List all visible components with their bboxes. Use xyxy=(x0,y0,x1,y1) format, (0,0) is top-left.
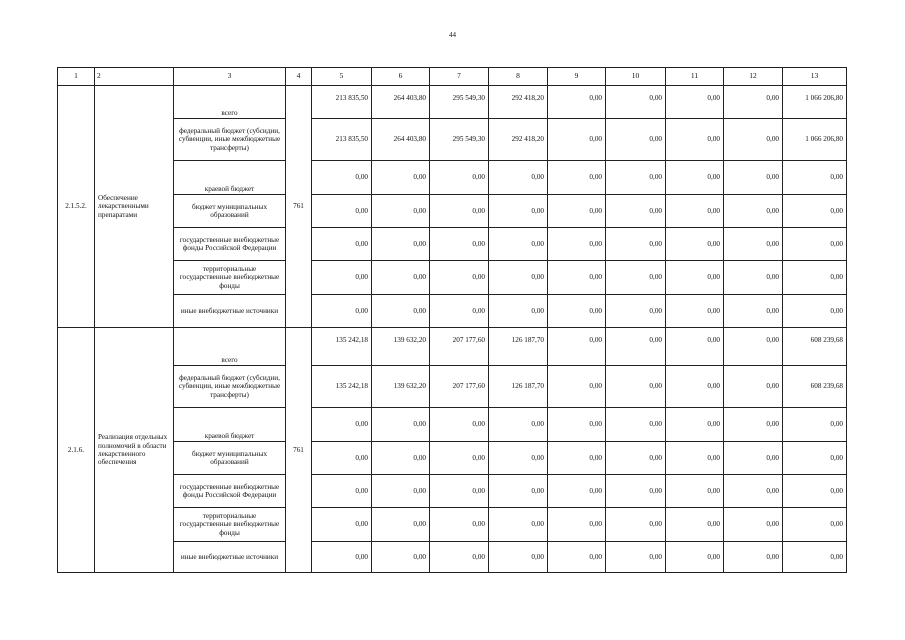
value-cell: 0,00 xyxy=(606,542,666,573)
value-cell: 0,00 xyxy=(430,295,489,328)
value-cell: 608 239,68 xyxy=(783,366,847,408)
header-cell: 6 xyxy=(372,68,430,86)
value-cell: 126 187,70 xyxy=(489,366,548,408)
funding-source: территориальные государственные внебюджетные фонды xyxy=(174,261,286,295)
funding-source: федеральный бюджет (субсидии, субвенции, иные межбюджетные трансферты) xyxy=(174,119,286,161)
value-cell: 0,00 xyxy=(666,408,724,442)
value-cell: 135 242,18 xyxy=(312,328,372,366)
value-cell: 0,00 xyxy=(724,328,783,366)
value-cell: 0,00 xyxy=(312,508,372,542)
value-cell: 0,00 xyxy=(783,475,847,508)
value-cell: 0,00 xyxy=(489,442,548,475)
value-cell: 0,00 xyxy=(430,261,489,295)
value-cell: 0,00 xyxy=(372,408,430,442)
value-cell: 0,00 xyxy=(666,295,724,328)
funding-source: государственные внебюджетные фонды Российской Федерации xyxy=(174,228,286,261)
table-row xyxy=(58,542,847,573)
value-cell: 0,00 xyxy=(783,161,847,195)
value-cell: 0,00 xyxy=(606,195,666,228)
value-cell: 0,00 xyxy=(783,295,847,328)
value-cell: 0,00 xyxy=(312,295,372,328)
table-row xyxy=(58,86,847,119)
header-cell: 12 xyxy=(724,68,783,86)
funding-source: территориальные государственные внебюджетные фонды xyxy=(174,508,286,542)
value-cell: 0,00 xyxy=(430,161,489,195)
value-cell: 207 177,60 xyxy=(430,328,489,366)
value-cell: 0,00 xyxy=(372,161,430,195)
value-cell: 0,00 xyxy=(606,328,666,366)
table-body xyxy=(58,68,847,573)
value-cell: 0,00 xyxy=(606,366,666,408)
value-cell: 0,00 xyxy=(606,408,666,442)
header-cell: 3 xyxy=(174,68,286,86)
value-cell: 1 066 206,80 xyxy=(783,119,847,161)
value-cell: 0,00 xyxy=(666,86,724,119)
value-cell: 0,00 xyxy=(666,508,724,542)
table-row xyxy=(58,195,847,228)
header-cell: 11 xyxy=(666,68,724,86)
table-row xyxy=(58,408,847,442)
value-cell: 0,00 xyxy=(312,475,372,508)
header-cell: 13 xyxy=(783,68,847,86)
value-cell: 139 632,20 xyxy=(372,328,430,366)
value-cell: 0,00 xyxy=(489,508,548,542)
funding-source: краевой бюджет xyxy=(174,408,286,442)
value-cell: 0,00 xyxy=(724,161,783,195)
funding-source: государственные внебюджетные фонды Российской Федерации xyxy=(174,475,286,508)
value-cell: 292 418,20 xyxy=(489,119,548,161)
value-cell: 295 549,30 xyxy=(430,86,489,119)
value-cell: 0,00 xyxy=(724,408,783,442)
table-row xyxy=(58,261,847,295)
table-row xyxy=(58,442,847,475)
value-cell: 0,00 xyxy=(489,161,548,195)
value-cell: 0,00 xyxy=(430,195,489,228)
value-cell: 139 632,20 xyxy=(372,366,430,408)
value-cell: 0,00 xyxy=(724,508,783,542)
table-row xyxy=(58,328,847,366)
value-cell: 0,00 xyxy=(548,86,606,119)
value-cell: 0,00 xyxy=(548,261,606,295)
value-cell: 0,00 xyxy=(312,228,372,261)
header-row xyxy=(58,68,847,86)
value-cell: 0,00 xyxy=(372,508,430,542)
value-cell: 0,00 xyxy=(312,161,372,195)
value-cell: 264 403,80 xyxy=(372,86,430,119)
value-cell: 0,00 xyxy=(489,295,548,328)
value-cell: 213 835,50 xyxy=(312,119,372,161)
value-cell: 0,00 xyxy=(606,119,666,161)
value-cell: 0,00 xyxy=(548,408,606,442)
value-cell: 0,00 xyxy=(724,195,783,228)
value-cell: 0,00 xyxy=(724,475,783,508)
funding-source: всего xyxy=(174,86,286,119)
value-cell: 0,00 xyxy=(312,261,372,295)
value-cell: 135 242,18 xyxy=(312,366,372,408)
section-code: 2.1.6. xyxy=(58,328,95,573)
value-cell: 0,00 xyxy=(666,195,724,228)
value-cell: 0,00 xyxy=(548,542,606,573)
value-cell: 0,00 xyxy=(666,261,724,295)
value-cell: 0,00 xyxy=(430,228,489,261)
table-row xyxy=(58,366,847,408)
value-cell: 0,00 xyxy=(548,442,606,475)
value-cell: 207 177,60 xyxy=(430,366,489,408)
value-cell: 0,00 xyxy=(606,261,666,295)
value-cell: 0,00 xyxy=(548,475,606,508)
value-cell: 0,00 xyxy=(372,542,430,573)
section-name: Реализация отдельных полномочий в области лекарственного обеспечения xyxy=(95,328,174,573)
value-cell: 1 066 206,80 xyxy=(783,86,847,119)
value-cell: 0,00 xyxy=(724,442,783,475)
value-cell: 0,00 xyxy=(606,475,666,508)
value-cell: 0,00 xyxy=(548,366,606,408)
funding-source: иные внебюджетные источники xyxy=(174,542,286,573)
value-cell: 0,00 xyxy=(489,542,548,573)
value-cell: 0,00 xyxy=(724,119,783,161)
value-cell: 0,00 xyxy=(606,295,666,328)
table-row xyxy=(58,228,847,261)
value-cell: 126 187,70 xyxy=(489,328,548,366)
page-number: 44 xyxy=(449,31,456,39)
value-cell: 264 403,80 xyxy=(372,119,430,161)
value-cell: 213 835,50 xyxy=(312,86,372,119)
value-cell: 0,00 xyxy=(724,228,783,261)
value-cell: 0,00 xyxy=(666,366,724,408)
header-cell: 10 xyxy=(606,68,666,86)
value-cell: 608 239,68 xyxy=(783,328,847,366)
value-cell: 0,00 xyxy=(666,228,724,261)
value-cell: 0,00 xyxy=(783,408,847,442)
value-cell: 0,00 xyxy=(548,228,606,261)
value-cell: 0,00 xyxy=(724,366,783,408)
header-cell: 4 xyxy=(286,68,312,86)
value-cell: 0,00 xyxy=(606,442,666,475)
value-cell: 0,00 xyxy=(783,228,847,261)
value-cell: 0,00 xyxy=(666,119,724,161)
table-row xyxy=(58,475,847,508)
value-cell: 0,00 xyxy=(783,195,847,228)
value-cell: 0,00 xyxy=(372,261,430,295)
value-cell: 0,00 xyxy=(372,295,430,328)
grbs-code: 761 xyxy=(286,328,312,573)
section-name: Обеспечение лекарственными препаратами xyxy=(95,86,174,328)
section-code: 2.1.5.2. xyxy=(58,86,95,328)
value-cell: 0,00 xyxy=(312,542,372,573)
value-cell: 0,00 xyxy=(548,161,606,195)
funding-source: краевой бюджет xyxy=(174,161,286,195)
value-cell: 0,00 xyxy=(548,195,606,228)
value-cell: 0,00 xyxy=(489,228,548,261)
value-cell: 0,00 xyxy=(430,475,489,508)
table-row xyxy=(58,119,847,161)
value-cell: 0,00 xyxy=(372,475,430,508)
value-cell: 0,00 xyxy=(372,228,430,261)
table-row xyxy=(58,508,847,542)
header-cell: 8 xyxy=(489,68,548,86)
value-cell: 0,00 xyxy=(489,475,548,508)
value-cell: 0,00 xyxy=(489,408,548,442)
header-cell: 5 xyxy=(312,68,372,86)
value-cell: 0,00 xyxy=(548,328,606,366)
value-cell: 0,00 xyxy=(548,119,606,161)
value-cell: 0,00 xyxy=(666,542,724,573)
value-cell: 0,00 xyxy=(783,261,847,295)
header-cell: 1 xyxy=(58,68,95,86)
value-cell: 0,00 xyxy=(666,328,724,366)
header-cell: 7 xyxy=(430,68,489,86)
value-cell: 0,00 xyxy=(724,86,783,119)
value-cell: 0,00 xyxy=(783,542,847,573)
value-cell: 0,00 xyxy=(606,161,666,195)
funding-source: бюджет муниципальных образований xyxy=(174,195,286,228)
value-cell: 0,00 xyxy=(430,442,489,475)
header-cell: 9 xyxy=(548,68,606,86)
value-cell: 0,00 xyxy=(372,442,430,475)
value-cell: 0,00 xyxy=(724,295,783,328)
funding-source: иные внебюджетные источники xyxy=(174,295,286,328)
value-cell: 0,00 xyxy=(430,508,489,542)
value-cell: 0,00 xyxy=(724,261,783,295)
grbs-code: 761 xyxy=(286,86,312,328)
funding-source: федеральный бюджет (субсидии, субвенции, иные межбюджетные трансферты) xyxy=(174,366,286,408)
value-cell: 0,00 xyxy=(372,195,430,228)
funding-source: бюджет муниципальных образований xyxy=(174,442,286,475)
value-cell: 0,00 xyxy=(666,161,724,195)
value-cell: 0,00 xyxy=(312,442,372,475)
table-row xyxy=(58,295,847,328)
value-cell: 0,00 xyxy=(489,195,548,228)
value-cell: 0,00 xyxy=(724,542,783,573)
value-cell: 292 418,20 xyxy=(489,86,548,119)
value-cell: 0,00 xyxy=(666,475,724,508)
value-cell: 0,00 xyxy=(312,408,372,442)
value-cell: 0,00 xyxy=(666,442,724,475)
value-cell: 0,00 xyxy=(783,442,847,475)
value-cell: 0,00 xyxy=(312,195,372,228)
value-cell: 0,00 xyxy=(606,508,666,542)
funding-source: всего xyxy=(174,328,286,366)
budget-table xyxy=(57,67,847,573)
table-row xyxy=(58,161,847,195)
value-cell: 0,00 xyxy=(430,408,489,442)
value-cell: 295 549,30 xyxy=(430,119,489,161)
value-cell: 0,00 xyxy=(489,261,548,295)
value-cell: 0,00 xyxy=(548,295,606,328)
value-cell: 0,00 xyxy=(606,228,666,261)
value-cell: 0,00 xyxy=(548,508,606,542)
value-cell: 0,00 xyxy=(783,508,847,542)
value-cell: 0,00 xyxy=(430,542,489,573)
value-cell: 0,00 xyxy=(606,86,666,119)
header-cell: 2 xyxy=(95,68,174,86)
